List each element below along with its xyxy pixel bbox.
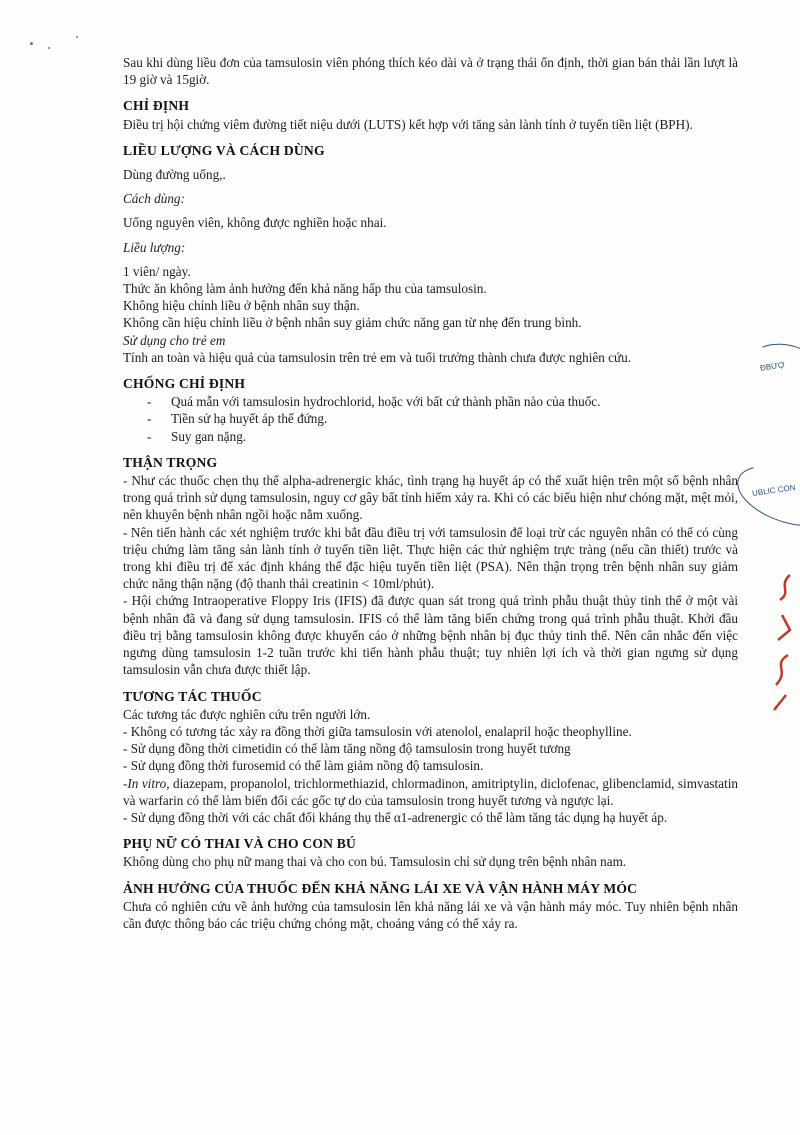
dose-label: Liều lượng:: [123, 239, 186, 255]
section-heading-driving: ẢNH HƯỞNG CỦA THUỐC ĐẾN KHẢ NĂNG LÁI XE VÀ VẬN HÀNH MÁY MÓC: [123, 880, 638, 896]
section-heading-indication: CHỈ ĐỊNH: [123, 98, 190, 114]
invitro-prefix: -In vitro,: [123, 775, 170, 791]
red-signature-mark: [760, 570, 800, 720]
stamp-text-top: ĐBƯỢ: [759, 360, 786, 373]
method-text: Uống nguyên viên, không được nghiền hoặc nhai.: [123, 215, 387, 231]
precaution-paragraph: - Hội chứng Intraoperative Floppy Iris (IFIS) đã được quan sát trong quá trình phẫu thuật thủy tinh thể ở một vài bệnh nhân đã và đang sử dụng tamsulosin. IFIS có thể làm tăng biến chứng trong quá trình phẫu thuật. Khởi đầu điều trị bằng tamsulosin không được khuyến cáo ở những bệnh nhân bị đục thủy tinh thể. Nên cân nhắc đến việc ngưng dùng tamsulosin 1-2 tuần trước khi tiến hành phẫu thuật; tuy nhiên lợi ích và thời gian ngưng sử dụng tamsulosin vẫn chưa được thiết lập.: [123, 593, 738, 678]
intro-paragraph: Sau khi dùng liều đơn của tamsulosin viên phóng thích kéo dài và ở trạng thái ổn định, thời gian bán thải lần lượt là 19 giờ và 15giờ.: [123, 55, 738, 88]
dose-line: Không cần hiệu chỉnh liều ở bệnh nhân suy giảm chức năng gan từ nhẹ đến trung bình.: [123, 315, 582, 331]
interaction-invitro: [123, 775, 738, 809]
dose-line: Không hiệu chỉnh liều ở bệnh nhân suy thận.: [123, 298, 360, 314]
stamp-arc-top: [730, 331, 800, 430]
section-heading-interactions: TƯƠNG TÁC THUỐC: [123, 688, 262, 704]
precaution-paragraph: - Như các thuốc chẹn thụ thể alpha-adrenergic khác, tình trạng hạ huyết áp có thể xuất hiện trên một số bệnh nhân trong quá trình sử dụng tamsulosin, nguy cơ gây bất tỉnh hiếm xảy ra. Khi có các biểu hiện như chóng mặt, mệt mỏi, nên khuyên bệnh nhân ngồi hoặc nằm xuống.: [123, 473, 738, 523]
dose-line: Thức ăn không làm ảnh hưởng đến khả năng hấp thu của tamsulosin.: [123, 281, 487, 297]
stamp-text-bottom: UBLIC CON: [751, 483, 796, 498]
interaction-item: - Không có tương tác xảy ra đồng thời giữa tamsulosin với atenolol, enalapril hoặc theophylline.: [123, 723, 632, 739]
scan-speck: [48, 47, 50, 49]
dosage-route: Dùng đường uống,.: [123, 167, 226, 183]
interaction-item: - Sử dụng đồng thời furosemid có thể làm giảm nồng độ tamsulosin.: [123, 758, 484, 774]
interaction-item: - Sử dụng đồng thời cimetidin có thể làm tăng nồng độ tamsulosin trong huyết tương: [123, 741, 571, 757]
precaution-paragraph: - Nên tiến hành các xét nghiệm trước khi bắt đầu điều trị với tamsulosin để loại trừ các nguyên nhân có thể có cùng triệu chứng làm tăng sản lành tính ở tuyến tiền liệt. Thực hiện các thử nghiệm trực tràng (nếu cần thiết) trước và trong khi điều trị để xác định kháng thể đặc hiệu tuyến tiền liệt (PSA). Nên thận trọng trên bệnh nhân suy giảm chức năng thận nặng (độ thanh thải creatinin < 10ml/phút).: [123, 524, 738, 592]
document-body: [123, 54, 738, 932]
dose-lines: [123, 263, 738, 332]
dose-line: 1 viên/ ngày.: [123, 263, 191, 279]
scan-speck: [76, 36, 78, 38]
section-heading-pregnancy: PHỤ NỮ CÓ THAI VÀ CHO CON BÚ: [123, 836, 357, 852]
indication-text: Điều trị hội chứng viêm đường tiết niệu dưới (LUTS) kết hợp với tăng sản lành tính ở tuyến tiền liệt (BPH).: [123, 116, 693, 132]
section-heading-contraindications: CHỐNG CHỈ ĐỊNH: [123, 376, 246, 392]
children-label: Sử dụng cho trẻ em: [123, 332, 226, 348]
driving-text: Chưa có nghiên cứu về ảnh hưởng của tamsulosin lên khả năng lái xe và vận hành máy móc. Tuy nhiên bệnh nhân cần được thông báo các triệu chứng chóng mặt, choáng váng có thể xảy ra.: [123, 898, 738, 931]
invitro-text: diazepam, propanolol, trichlormethiazid, chlormadinon, amitriptylin, diclofenac, glibenclamid, simvastatin và warfarin có thể làm biến đổi các gốc tự do của tamsulosin trong huyết tương và ngược lại.: [123, 775, 738, 808]
list-item: - Suy gan nặng.: [147, 428, 738, 445]
scan-speck: [30, 42, 33, 45]
section-heading-precautions: THẬN TRỌNG: [123, 454, 218, 470]
pregnancy-text: Không dùng cho phụ nữ mang thai và cho con bú. Tamsulosin chỉ sử dụng trên bệnh nhân nam.: [123, 854, 627, 870]
children-text: Tính an toàn và hiệu quả của tamsulosin trên trẻ em và tuổi trưởng thành chưa được nghiên cứu.: [123, 349, 631, 365]
method-label: Cách dùng:: [123, 191, 185, 207]
section-heading-dosage: LIỀU LƯỢNG VÀ CÁCH DÙNG: [123, 142, 325, 158]
contraindication-list: [123, 393, 738, 445]
interaction-item: - Sử dụng đồng thời với các chất đối kháng thụ thể α1-adrenergic có thể làm tăng tác dụng hạ huyết áp.: [123, 809, 668, 825]
interactions-intro: Các tương tác được nghiên cứu trên người lớn.: [123, 706, 371, 722]
list-item: - Quá mẫn với tamsulosin hydrochlorid, hoặc với bất cứ thành phần nào của thuốc.: [147, 393, 738, 410]
list-item: - Tiền sử hạ huyết áp thế đứng.: [147, 410, 738, 427]
